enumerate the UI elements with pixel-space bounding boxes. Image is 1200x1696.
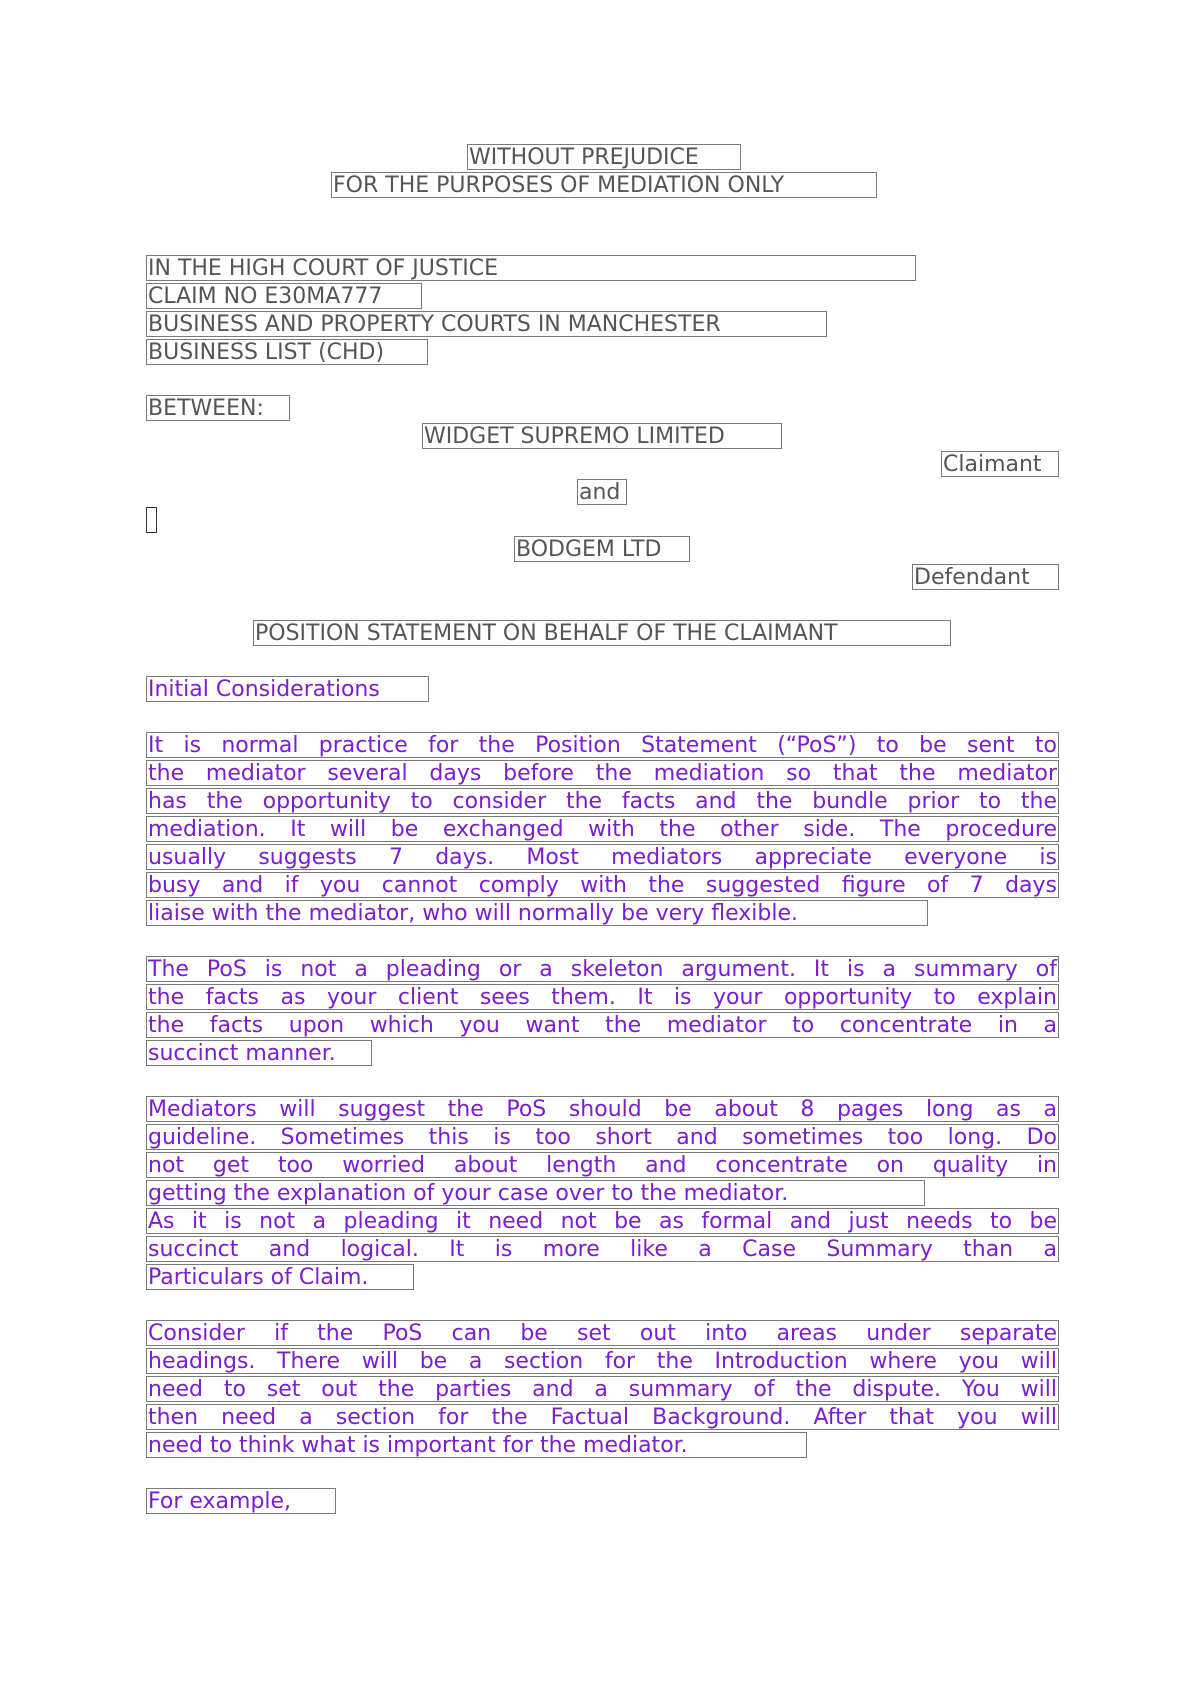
text-cursor-box bbox=[146, 507, 157, 533]
claimant-name: WIDGET SUPREMO LIMITED bbox=[422, 423, 782, 449]
paragraph-line: mediation. It will be exchanged with the other side. The procedure bbox=[148, 817, 1057, 842]
paragraph-line: guideline. Sometimes this is too short and sometimes too long. Do bbox=[148, 1125, 1057, 1150]
court-division: BUSINESS AND PROPERTY COURTS IN MANCHESTER bbox=[146, 311, 827, 337]
paragraph-line: liaise with the mediator, who will normally be very flexible. bbox=[146, 900, 928, 926]
paragraph-line: the facts as your client sees them. It is your opportunity to explain bbox=[148, 985, 1057, 1010]
between-label: BETWEEN: bbox=[146, 395, 290, 421]
paragraph-line: succinct manner. bbox=[146, 1040, 372, 1066]
and-label: and bbox=[577, 479, 627, 505]
paragraph-line: succinct and logical. It is more like a Case Summary than a bbox=[148, 1237, 1057, 1262]
document-title: POSITION STATEMENT ON BEHALF OF THE CLAIMANT bbox=[253, 620, 951, 646]
paragraph-line: has the opportunity to consider the facts and the bundle prior to the bbox=[148, 789, 1057, 814]
paragraph-line: the mediator several days before the mediation so that the mediator bbox=[148, 761, 1057, 786]
paragraph-line: The PoS is not a pleading or a skeleton argument. It is a summary of bbox=[148, 957, 1057, 982]
defendant-role: Defendant bbox=[912, 564, 1059, 590]
paragraph-line: getting the explanation of your case over to the mediator. bbox=[146, 1180, 925, 1206]
paragraph-line: For example, bbox=[146, 1488, 336, 1514]
paragraph-line: usually suggests 7 days. Most mediators appreciate everyone is bbox=[148, 845, 1057, 870]
paragraph-line: As it is not a pleading it need not be as formal and just needs to be bbox=[148, 1209, 1057, 1234]
paragraph-line: then need a section for the Factual Background. After that you will bbox=[148, 1405, 1057, 1430]
paragraph-line: Consider if the PoS can be set out into areas under separate bbox=[148, 1321, 1057, 1346]
mediation-only-line: FOR THE PURPOSES OF MEDIATION ONLY bbox=[331, 172, 877, 198]
claim-number: CLAIM NO E30MA777 bbox=[146, 283, 422, 309]
paragraph-line: Mediators will suggest the PoS should be about 8 pages long as a bbox=[148, 1097, 1057, 1122]
paragraph-line: need to think what is important for the mediator. bbox=[146, 1432, 807, 1458]
paragraph-line: not get too worried about length and concentrate on quality in bbox=[148, 1153, 1057, 1178]
paragraph-line: headings. There will be a section for the Introduction where you will bbox=[148, 1349, 1057, 1374]
court-line: IN THE HIGH COURT OF JUSTICE bbox=[146, 255, 916, 281]
paragraph-line: the facts upon which you want the mediator to concentrate in a bbox=[148, 1013, 1057, 1038]
claimant-role: Claimant bbox=[941, 451, 1059, 477]
paragraph-line: busy and if you cannot comply with the suggested figure of 7 days bbox=[148, 873, 1057, 898]
paragraph-line: It is normal practice for the Position Statement (“PoS”) to be sent to bbox=[148, 733, 1057, 758]
section-heading: Initial Considerations bbox=[146, 676, 429, 702]
paragraph-line: need to set out the parties and a summary of the dispute. You will bbox=[148, 1377, 1057, 1402]
without-prejudice-line: WITHOUT PREJUDICE bbox=[467, 144, 741, 170]
business-list: BUSINESS LIST (CHD) bbox=[146, 339, 428, 365]
defendant-name: BODGEM LTD bbox=[514, 536, 690, 562]
paragraph-line: Particulars of Claim. bbox=[146, 1264, 414, 1290]
